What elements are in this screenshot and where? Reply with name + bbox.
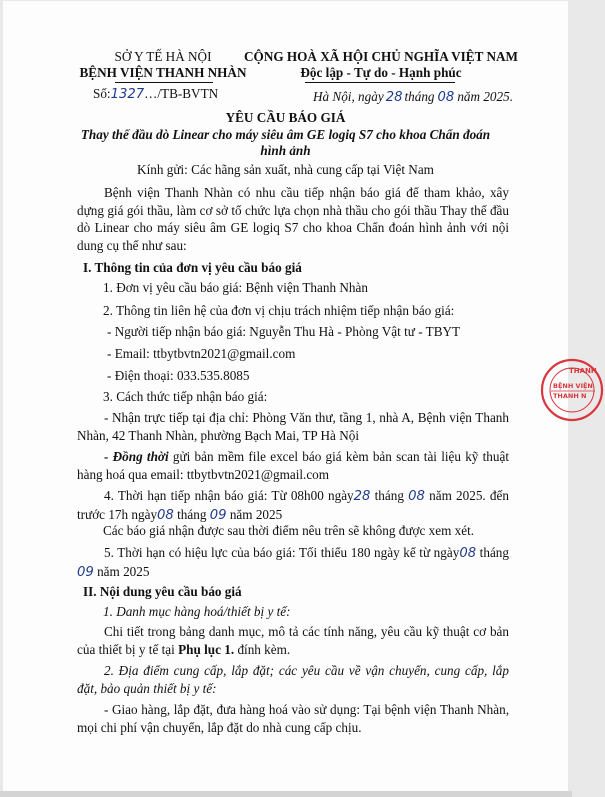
item4-month2-handwritten: 09	[209, 507, 227, 523]
item5-a: 5. Thời hạn có hiệu lực của báo giá: Tối thiểu 180 ngày kể từ ngày	[104, 545, 460, 560]
header-nation: CỘNG HOÀ XÃ HỘI CHỦ NGHĨA VIỆT NAM	[244, 49, 518, 64]
item5-day-handwritten: 08	[459, 546, 477, 561]
item5-b: tháng	[476, 545, 509, 560]
sub1-text-b: đính kèm.	[234, 641, 291, 657]
section1-heading: I. Thông tin của đơn vị yêu cầu báo giá	[83, 260, 302, 275]
appendix-ref: Phụ lục 1.	[178, 641, 235, 657]
document-page	[3, 1, 597, 791]
subtitle-line2: hình ảnh	[260, 143, 311, 158]
date-year: năm 2025.	[457, 89, 513, 104]
section1-item4	[77, 487, 509, 524]
date-mid: tháng	[404, 89, 435, 104]
item4-c: năm 2025	[424, 488, 483, 503]
item4-day2-handwritten: 08	[157, 507, 174, 523]
section1-item2: 2. Thông tin liên hệ của đơn vị chịu trách nhiệm tiếp nhận báo giá:	[103, 303, 455, 318]
so-number-handwritten: 1327	[110, 87, 145, 102]
header-right-underline	[305, 82, 455, 83]
item5-c: năm 2025	[93, 563, 150, 579]
stamp-mid-text2: THANH N	[553, 392, 587, 400]
section2-sub2: 2. Địa điểm cung cấp, lắp đặt; các yêu cầu về vận chuyển, cung cấp, lắp đặt, bảo quản thiết bị y tế:	[77, 663, 509, 696]
section1-item3: 3. Cách thức tiếp nhận báo giá:	[103, 389, 268, 404]
viewer-bottom-bar	[0, 791, 572, 797]
item5-month-handwritten: 09	[77, 564, 94, 580]
section2-sub1-text	[77, 623, 509, 658]
kinh-gui: Kính gửi: Các hãng sản xuất, nhà cung cấp tại Việt Nam	[137, 162, 434, 177]
subtitle-line1: Thay thế đầu dò Linear cho máy siêu âm GE logiq S7 cho khoa Chẩn đoán	[80, 127, 491, 142]
date-day-handwritten: 28	[385, 90, 403, 105]
document-date	[313, 89, 513, 106]
item4-b: tháng	[370, 488, 409, 503]
header-dept: SỞ Y TẾ HÀ NỘI	[114, 49, 212, 64]
section1-item1: 1. Đơn vị yêu cầu báo giá: Bệnh viện Thanh Nhàn	[103, 280, 368, 295]
header-left-underline	[115, 82, 213, 83]
section2-sub1: 1. Danh mục hàng hoá/thiết bị y tế:	[103, 604, 291, 619]
section2-heading: II. Nội dung yêu cầu báo giá	[83, 584, 242, 599]
section1-direct: - Nhận trực tiếp tại địa chỉ: Phòng Văn thư, tầng 1, nhà A, Bệnh viện Thanh Nhàn, 42 Thanh Nhàn, phường Bạch Mai, TP Hà Nội	[77, 410, 509, 443]
document-title: YÊU CẦU BÁO GIÁ	[225, 110, 346, 125]
document-number	[93, 86, 218, 103]
stamp-mid-text: BỆNH VIỆN	[553, 382, 593, 390]
so-prefix: Số:	[93, 86, 111, 101]
header-motto: Độc lập - Tự do - Hạnh phúc	[300, 65, 462, 80]
section1-receiver: - Người tiếp nhận báo giá: Nguyễn Thu Hà - Phòng Vật tư - TBYT	[107, 324, 461, 339]
date-month-handwritten: 08	[437, 90, 455, 105]
section1-email: - Email: ttbytbvtn2021@gmail.com	[107, 346, 296, 361]
so-suffix: …/TB-BVTN	[144, 86, 219, 101]
section1-simultaneous	[77, 448, 509, 483]
section1-phone: - Điện thoại: 033.535.8085	[107, 368, 250, 383]
sub1-text-a: Chi tiết trong bảng danh mục, mô tả các tính năng, yêu cầu kỹ thuật cơ bản của thiết bị y tế tại	[77, 624, 509, 657]
red-seal-stamp	[539, 357, 605, 423]
item4-month-handwritten: 08	[408, 489, 425, 504]
item4-a: 4. Thời hạn tiếp nhận báo giá: Từ 08h00 ngày	[104, 488, 354, 503]
date-prefix: Hà Nội, ngày	[313, 89, 384, 104]
simul-text: gửi bản mềm file excel báo giá kèm bản scan tài liệu kỹ thuật hàng hoá qua email: ttbytbvtn2021@gmail.com	[77, 449, 509, 482]
section1-item5	[77, 544, 509, 581]
section1-late: Các báo giá nhận được sau thời điểm nêu trên sẽ không được xem xét.	[103, 523, 475, 538]
item4-day-handwritten: 28	[353, 489, 371, 504]
item4-f: năm 2025	[226, 506, 283, 522]
item4-e: tháng	[173, 506, 210, 522]
simul-label: - Đồng thời	[104, 449, 169, 464]
stamp-top-text: THANH	[569, 367, 597, 375]
section2-delivery: - Giao hàng, lắp đặt, đưa hàng hoá vào sử dụng: Tại bệnh viện Thanh Nhàn, mọi chi phí vận chuyển, lắp đặt do nhà cung cấp chịu.	[77, 702, 509, 735]
intro-paragraph: Bệnh viện Thanh Nhàn có nhu cầu tiếp nhận báo giá để tham khảo, xây dựng giá gói thầu, làm cơ sở tổ chức lựa chọn nhà thầu cho gói thầu Thay thế đầu dò Linear cho máy siêu âm GE logiq S7 cho khoa Chẩn đoán hình ảnh với nội dung cụ thể như sau:	[77, 185, 509, 253]
item4-d: . đến trước 17h ngày	[77, 488, 509, 522]
header-hospital: BỆNH VIỆN THANH NHÀN	[79, 65, 247, 80]
